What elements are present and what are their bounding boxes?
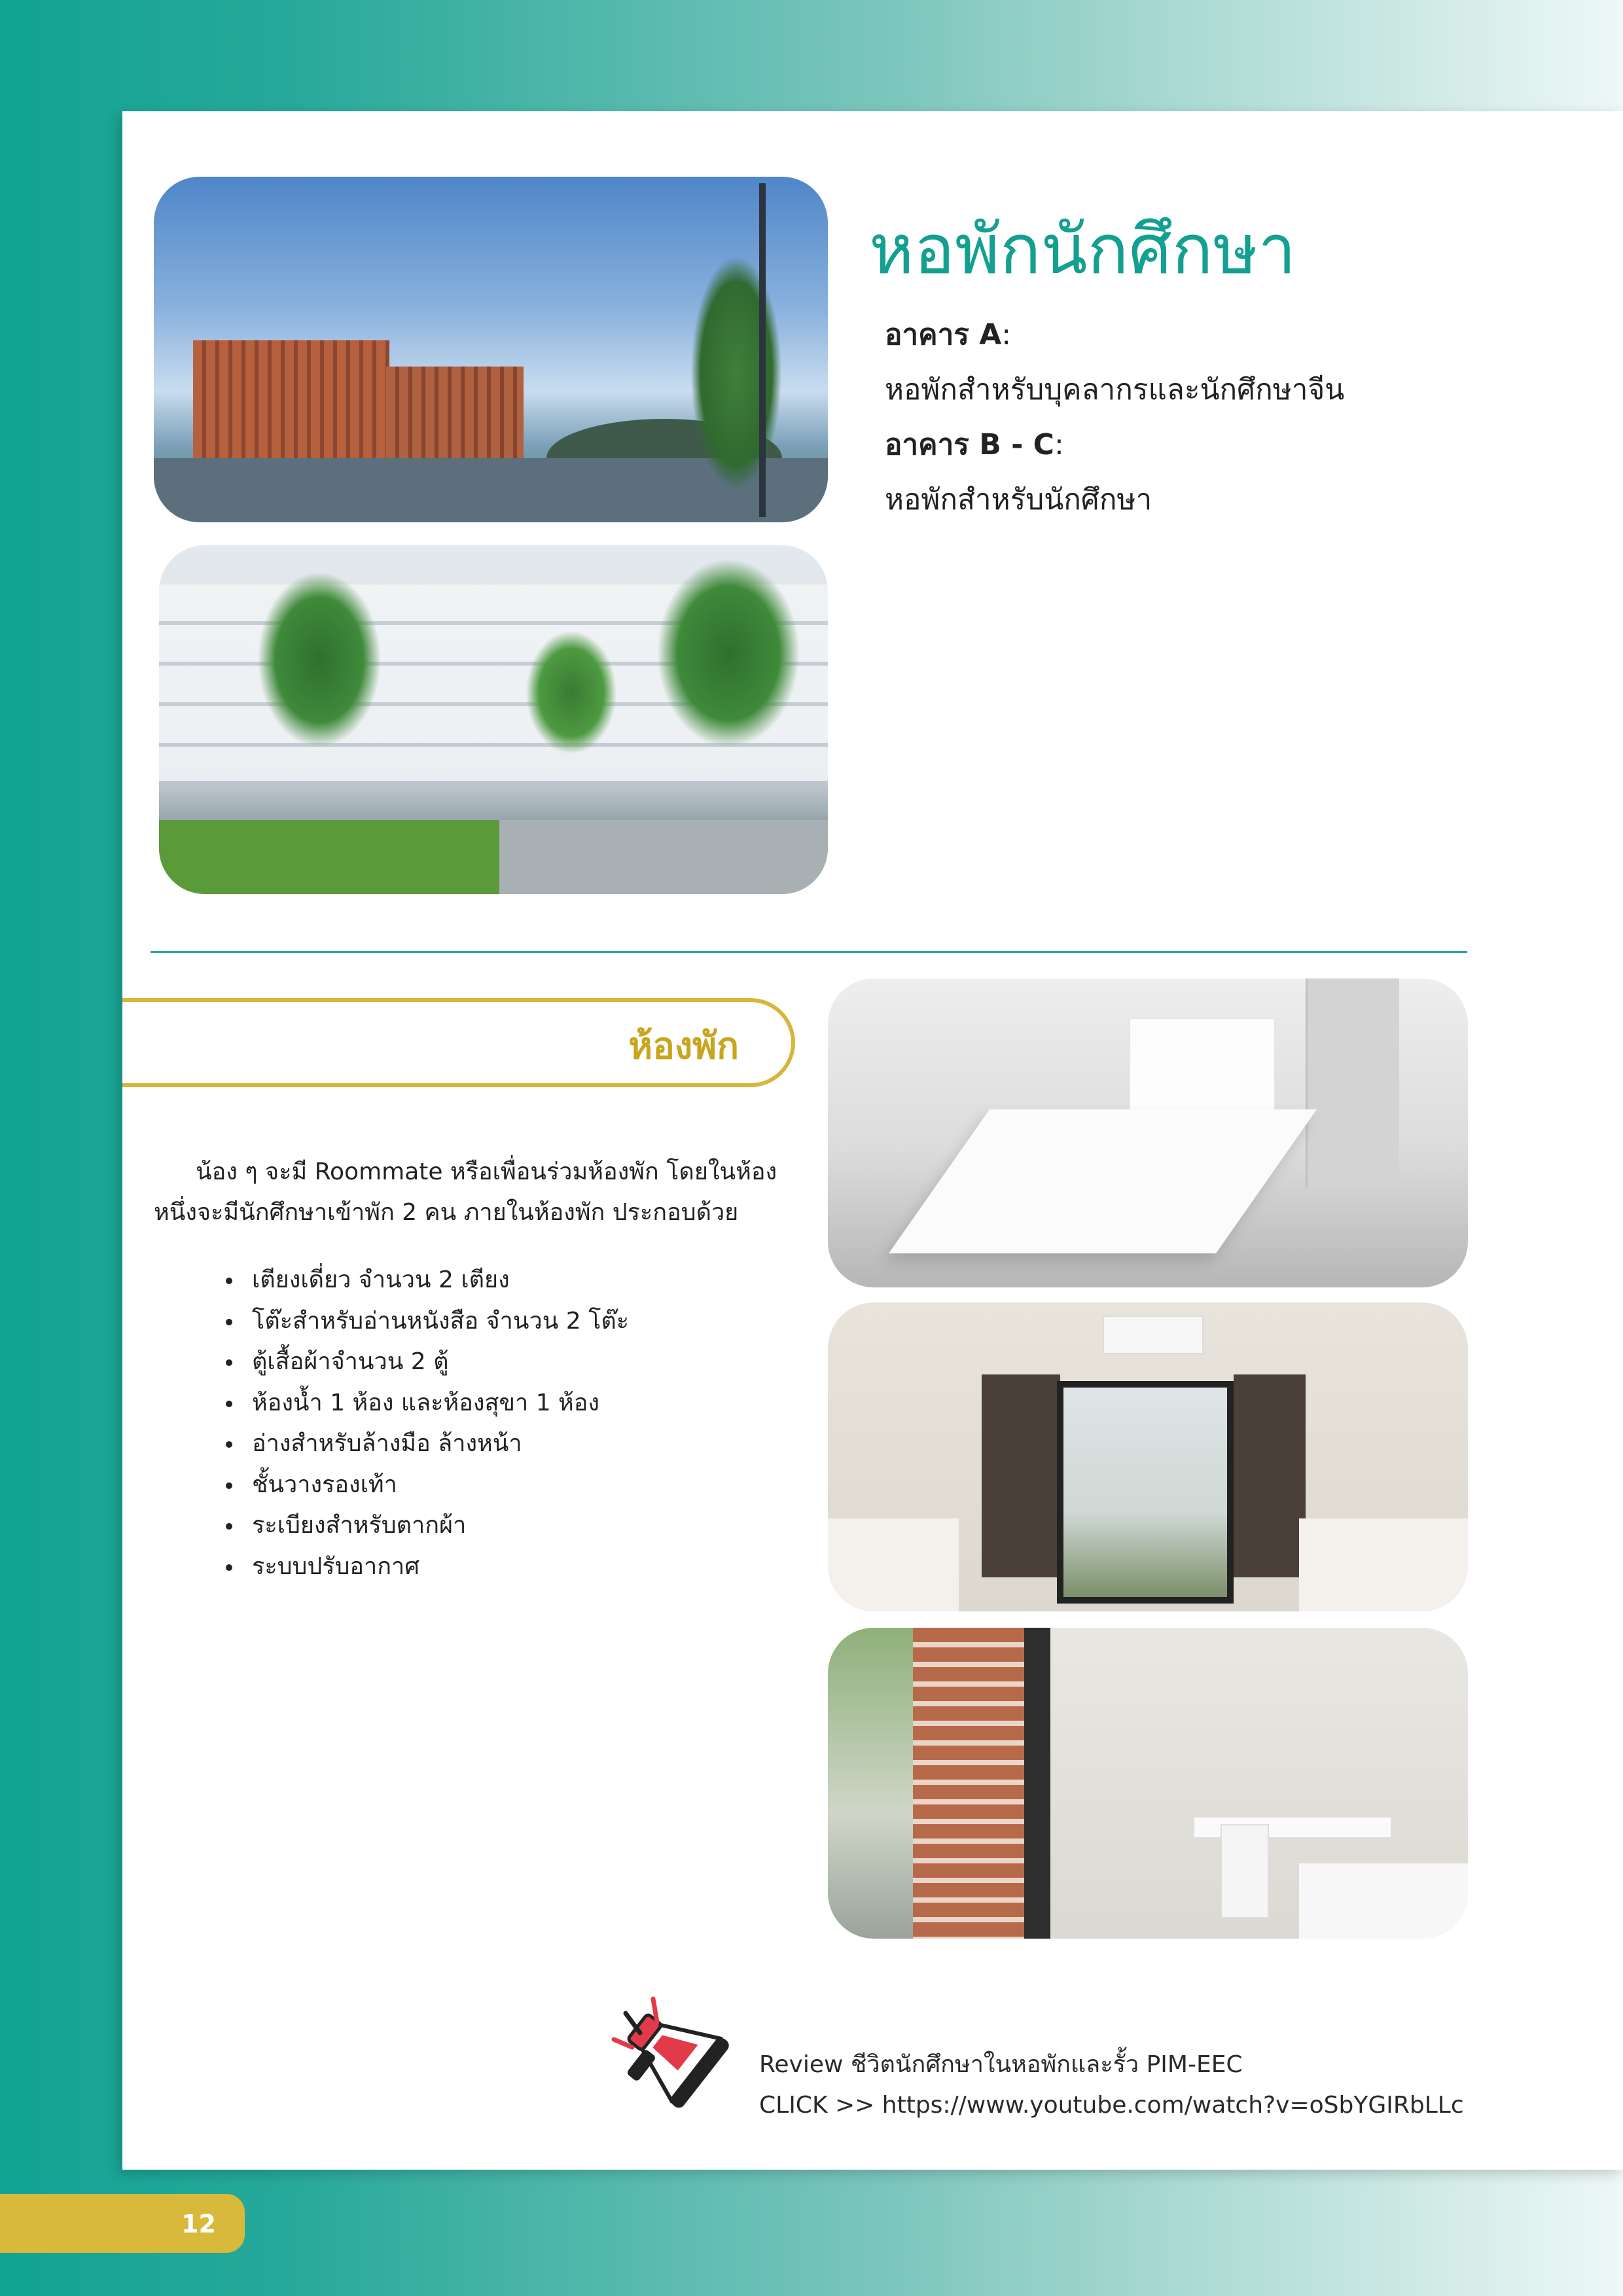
room-intro [154,1152,798,1233]
list-item: ห้องน้ำ 1 ห้อง และห้องสุขา 1 ห้อง [226,1383,629,1424]
courtyard-photo [159,545,828,894]
bedroom-photo-2 [828,1302,1468,1611]
building-a-desc: หอพักสำหรับบุคลากรและนักศึกษาจีน [885,373,1345,406]
list-item: ระเบียงสำหรับตากผ้า [226,1505,629,1547]
review-line: Review ชีวิตนักศึกษาในหอพักและรั้ว PIM-EEC [759,2051,1243,2078]
review-link[interactable]: CLICK >> https://www.youtube.com/watch?v=oSbYGIRbLLc [759,2092,1464,2119]
building-bc-row: อาคาร B - C: [885,428,1064,461]
section-divider [151,951,1467,953]
bedroom-photo-3 [828,1628,1468,1939]
list-item: ระบบปรับอากาศ [226,1547,629,1588]
room-section-heading: ห้องพัก [628,1025,739,1067]
building-bc-label: อาคาร B - C [885,428,1054,461]
bedroom-photo-1 [828,978,1468,1287]
list-item: โต๊ะสำหรับอ่านหนังสือ จำนวน 2 โต๊ะ [226,1301,629,1342]
amenities-list [226,1260,629,1587]
list-item: ตู้เสื้อผ้าจำนวน 2 ตู้ [226,1342,629,1383]
review-note [759,2045,1464,2126]
list-item: อ่างสำหรับล้างมือ ล้างหน้า [226,1424,629,1465]
page-number: 12 [181,2210,216,2238]
room-intro-line2: หนึ่งจะมีนักศึกษาเข้าพัก 2 คน ภายในห้องพัก ประกอบด้วย [154,1199,739,1226]
room-intro-line1: น้อง ๆ จะมี Roommate หรือเพื่อนร่วมห้องพัก โดยในห้อง [196,1158,777,1185]
list-item: ชั้นวางรองเท้า [226,1465,629,1506]
building-a-row: อาคาร A: [885,318,1012,351]
building-a-label: อาคาร A [885,318,1002,351]
building-info [885,308,1344,528]
room-section-tab [122,998,795,1087]
megaphone-icon [607,1994,738,2118]
page-title: หอพักนักศึกษา [869,209,1296,289]
list-item: เตียงเดี่ยว จำนวน 2 เตียง [226,1260,629,1301]
page-number-badge [0,2194,245,2253]
building-bc-desc: หอพักสำหรับนักศึกษา [885,483,1152,516]
building-exterior-photo [154,177,828,522]
